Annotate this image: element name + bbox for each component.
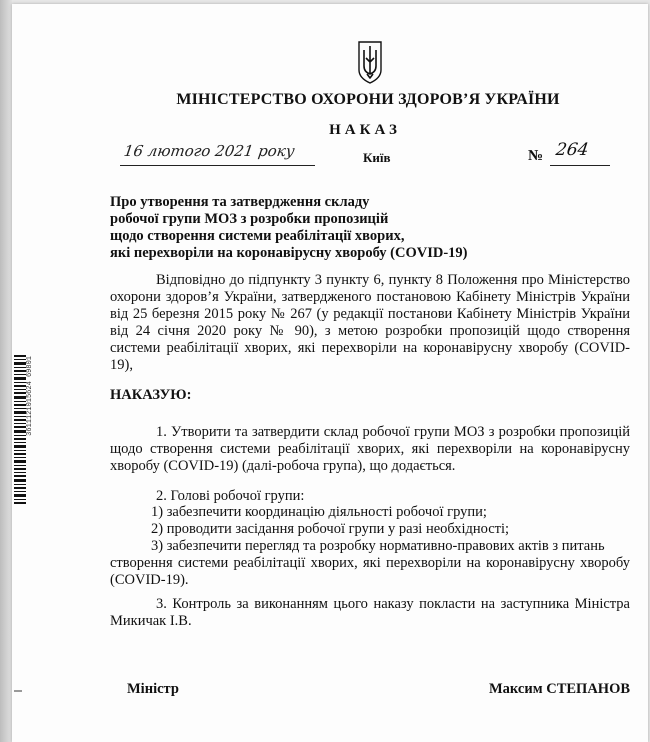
subitem-3: 3) забезпечити перегляд та розробку нормативно-правових актів з питань [151, 538, 605, 554]
subject-line: які перехворіли на коронавірусну хворобу (COVID-19) [110, 245, 468, 261]
order-subject [110, 194, 510, 262]
basis-paragraph [110, 272, 630, 374]
item-2-heading [110, 488, 630, 505]
handwritten-number: 264 [554, 140, 590, 160]
item-1-text: 1. Утворити та затвердити склад робочої групи МОЗ з розробки пропозицій щодо створення системи реабілітації хворих, які перехворіли на коронавірусну хворобу (COVID-19) (далі-робоча група), що додається. [110, 424, 630, 474]
subitem-3-continued: створення системи реабілітації хворих, які перехворіли на коронавірусну хворобу (COVID-19). [110, 555, 630, 588]
item-3-text: 3. Контроль за виконанням цього наказу покласти на заступника Міністра Микичак І.В. [110, 596, 630, 629]
subject-line: робочої групи МОЗ з розробки пропозицій [110, 211, 389, 227]
trident-emblem-icon [357, 40, 383, 84]
subitem-2: 2) проводити засідання робочої групи у разі необхідності; [151, 521, 510, 537]
barcode-number: 3611121015624 69801 [26, 356, 34, 436]
item-1 [110, 424, 630, 475]
page-mark [14, 690, 22, 692]
handwritten-date: 16 лютого 2021 року [122, 142, 296, 160]
item-2-subitems [110, 504, 630, 589]
item-3 [110, 596, 630, 630]
subject-line: щодо створення системи реабілітації хворих, [110, 228, 405, 244]
order-word: НАКАЗУЮ: [110, 387, 192, 403]
subitem-1: 1) забезпечити координацію діяльності робочої групи; [151, 504, 487, 520]
ministry-heading: МІНІСТЕРСТВО ОХОРОНИ ЗДОРОВ’Я УКРАЇНИ [176, 91, 560, 108]
background-edge [0, 0, 12, 742]
basis-text: Відповідно до підпункту 3 пункту 6, пункту 8 Положення про Міністерство охорони здоров’я України, затвердженого постановою Кабінету Міністрів України від 25 березня 2015 року № 267 (у редакції постанови Кабінету Міністрів України від 24 січня 2020 року № 90), з метою розробки пропозицій щодо створення системи реабілітації хворих, які перехворіли на коронавірусну хворобу (COVID-19), [110, 272, 630, 373]
city: Київ [363, 150, 391, 165]
subject-line: Про утворення та затвердження складу [110, 194, 370, 210]
document-type: НАКАЗ [329, 122, 401, 138]
item-2-head-text: 2. Голові робочої групи: [156, 488, 305, 504]
signature-position: Міністр [127, 681, 179, 697]
signature-name: Максим СТЕПАНОВ [489, 681, 631, 697]
document-page [12, 4, 648, 742]
order-number-label: № [528, 148, 544, 164]
